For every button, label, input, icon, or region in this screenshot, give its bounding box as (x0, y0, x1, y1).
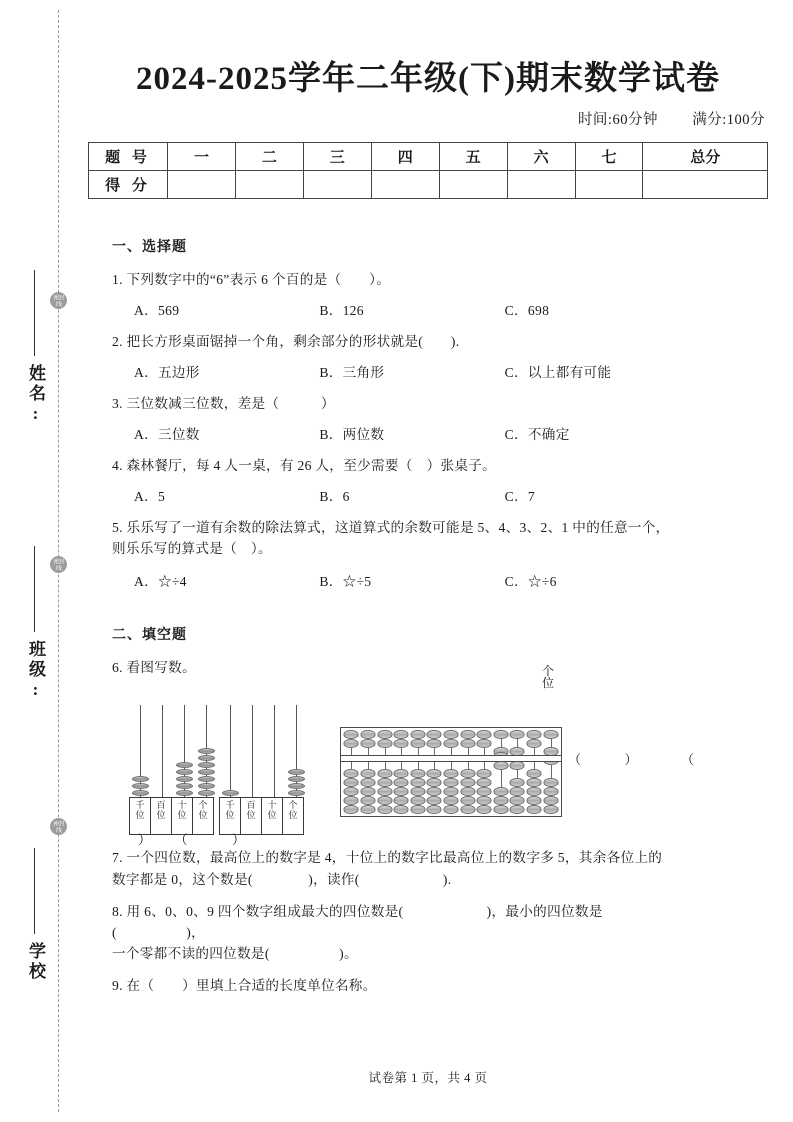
bead-icon (510, 778, 525, 787)
exam-total-score-label: 满分:100分 (692, 112, 765, 128)
bead-icon (288, 776, 305, 782)
bead-icon (344, 769, 359, 778)
rod-abacus-2-rod-ones (286, 705, 308, 797)
question-2-option-a[interactable]: A．五边形 (134, 365, 200, 381)
bead-icon (344, 796, 359, 805)
bead-icon (477, 730, 492, 739)
question-2 (112, 331, 690, 352)
score-cell-2[interactable] (235, 171, 303, 199)
question-2-options (112, 361, 690, 381)
question-6-blank-1[interactable] (138, 829, 189, 848)
place-label-ones: 个 位 (192, 797, 214, 835)
bead-icon (360, 787, 375, 796)
suanpan-lower-beads (543, 778, 558, 814)
question-3-option-c[interactable]: C．不确定 (504, 427, 570, 443)
question-5-options (112, 570, 690, 590)
bead-icon (493, 787, 508, 796)
question-9-number: 9. (112, 977, 123, 993)
bead-icon (443, 739, 458, 748)
suanpan-upper-beads (443, 730, 458, 748)
bead-icon (493, 796, 508, 805)
rod-abacus-1-rod-tens (174, 705, 196, 797)
exam-time-label: 时间:60分钟 (577, 112, 658, 128)
bead-icon (410, 787, 425, 796)
bead-icon (410, 769, 425, 778)
bead-icon (427, 730, 442, 739)
score-cell-1[interactable] (168, 171, 236, 199)
bead-icon (543, 796, 558, 805)
section-heading-choice: 一、选择题 (112, 240, 187, 255)
bead-icon (543, 778, 558, 787)
bead-icon (477, 805, 492, 814)
bead-icon (377, 769, 392, 778)
class-field-label: 班级: (26, 640, 45, 702)
bead-icon (477, 796, 492, 805)
bead-icon (527, 769, 542, 778)
bead-icon (394, 796, 409, 805)
school-field-label: 学校 (26, 942, 45, 982)
bead-icon (377, 787, 392, 796)
question-1 (112, 269, 690, 290)
bead-icon (460, 769, 475, 778)
bead-icon (198, 790, 215, 796)
bead-icon (510, 761, 525, 770)
rod-abacus-1-beads-ones (198, 748, 216, 797)
question-7-number: 7. (112, 850, 123, 866)
seal-stamp-text: 密封线 (53, 294, 64, 308)
question-4 (112, 455, 690, 476)
bead-icon (377, 730, 392, 739)
question-5-option-b[interactable]: B．☆÷5 (319, 574, 372, 590)
suanpan-rod-10 (492, 728, 509, 816)
suanpan-ones-place-label: 个 位 (541, 664, 554, 691)
bead-icon (198, 776, 215, 782)
section-heading-fill-blank: 二、填空题 (112, 628, 187, 644)
score-cell-3[interactable] (303, 171, 371, 199)
suanpan-lower-beads (344, 769, 359, 814)
question-1-option-a[interactable]: A．569 (134, 303, 180, 319)
bead-icon (344, 739, 359, 748)
score-table-col-5: 五 (439, 143, 507, 171)
suanpan-lower-beads (360, 769, 375, 814)
question-6-blank-2-open: （ (174, 832, 189, 848)
bead-icon (377, 739, 392, 748)
bead-icon (176, 783, 193, 789)
bead-icon (344, 778, 359, 787)
place-label-hundreds: 百 位 (150, 797, 172, 835)
bead-icon (460, 787, 475, 796)
bead-icon (527, 805, 542, 814)
bead-icon (132, 783, 149, 789)
bead-icon (176, 790, 193, 796)
bead-icon (360, 730, 375, 739)
suanpan-rod-12 (526, 728, 543, 816)
question-2-text: 把长方形桌面锯掉一个角，剩余部分的形状就是( ). (126, 334, 460, 350)
question-3-options (112, 423, 690, 443)
question-6 (112, 657, 690, 678)
bead-icon (443, 787, 458, 796)
suanpan-rod-2 (360, 728, 377, 816)
question-2-option-c[interactable]: C．以上都有可能 (504, 365, 612, 381)
score-table-row-label: 题 号 (89, 143, 168, 171)
question-7 (112, 847, 690, 889)
question-1-number: 1. (112, 272, 123, 287)
rod-abacus-1-rod-thousands (130, 705, 152, 797)
bead-icon (410, 739, 425, 748)
score-table-col-6: 六 (507, 143, 575, 171)
bead-icon (460, 796, 475, 805)
seal-stamp-text: 密封线 (53, 820, 64, 834)
suanpan-upper-beads (527, 730, 542, 748)
question-1-option-b[interactable]: B．126 (319, 303, 364, 319)
rod-abacus-2-beads-thousands (222, 790, 240, 797)
bead-icon (198, 755, 215, 761)
suanpan-upper-beads (477, 730, 492, 748)
bead-icon (443, 796, 458, 805)
question-4-option-b[interactable]: B．6 (319, 489, 350, 505)
score-table-col-4: 四 (371, 143, 439, 171)
bead-icon (410, 796, 425, 805)
bead-icon (527, 778, 542, 787)
bead-icon (198, 783, 215, 789)
suanpan-lower-beads (443, 769, 458, 814)
question-1-option-c[interactable]: C．698 (504, 303, 550, 319)
bead-icon (443, 778, 458, 787)
question-4-options (112, 485, 690, 505)
rod-stick-icon (274, 705, 275, 797)
place-label-tens: 十 位 (261, 797, 283, 835)
bead-icon (427, 787, 442, 796)
suanpan-upper-beads (377, 730, 392, 748)
bead-icon (377, 778, 392, 787)
rod-stick-icon (230, 705, 231, 797)
school-write-line (34, 848, 35, 934)
suanpan-rod-1 (343, 728, 360, 816)
bead-icon (394, 739, 409, 748)
bead-icon (198, 769, 215, 775)
bead-icon (410, 805, 425, 814)
suanpan-lower-beads (410, 769, 425, 814)
seal-stamp-icon (50, 292, 67, 309)
question-6-number: 6. (112, 660, 123, 676)
suanpan-rod-6 (426, 728, 443, 816)
question-5-text-line2: 则乐乐写的算式是（ ）。 (112, 541, 272, 557)
place-label-thousands: 千 位 (219, 797, 241, 835)
table-row-scores (89, 171, 768, 199)
suanpan-upper-beads (394, 730, 409, 748)
question-6-blank-3-close: ） (624, 752, 639, 768)
rod-abacus-1 (130, 705, 218, 835)
seal-stamp-icon (50, 556, 67, 573)
question-6-blank-2-text: ） (232, 832, 247, 848)
suanpan-lower-beads (460, 769, 475, 814)
bead-icon (377, 796, 392, 805)
suanpan-upper-beads (510, 730, 525, 756)
question-8-text[interactable]: 用 6、0、0、9 四个数字组成最大的四位数是( )，最小的四位数是( )， (112, 903, 603, 940)
bead-icon (493, 761, 508, 770)
suanpan-upper-beads (360, 730, 375, 748)
rod-abacus-2-rod-thousands (220, 705, 242, 797)
bead-icon (477, 769, 492, 778)
bead-icon (460, 730, 475, 739)
question-3-option-b[interactable]: B．两位数 (319, 427, 385, 443)
bead-icon (527, 787, 542, 796)
place-label-hundreds: 百 位 (240, 797, 262, 835)
question-6-blank-2[interactable] (232, 829, 246, 848)
bead-icon (288, 783, 305, 789)
bead-icon (176, 762, 193, 768)
bead-icon (288, 769, 305, 775)
bead-icon (394, 805, 409, 814)
exam-body (112, 236, 696, 1007)
question-4-option-c[interactable]: C．7 (504, 489, 536, 505)
bead-icon (510, 805, 525, 814)
bead-icon (460, 739, 475, 748)
suanpan-abacus (340, 727, 562, 817)
table-row-question-numbers (89, 143, 768, 171)
suanpan-lower-beads (510, 761, 525, 814)
bead-icon (198, 748, 215, 754)
rod-abacus-2-rod-hundreds (242, 705, 264, 797)
question-4-text: 森林餐厅，每 4 人一桌，有 26 人，至少需要（ ）张桌子。 (126, 458, 497, 474)
bead-icon (443, 805, 458, 814)
question-8-text-line2[interactable]: 一个零都不读的四位数是( )。 (112, 945, 358, 961)
rod-abacus-2-beads-ones (288, 769, 306, 797)
score-table-col-7: 七 (575, 143, 643, 171)
bead-icon (427, 796, 442, 805)
bead-icon (394, 730, 409, 739)
suanpan-lower-beads (394, 769, 409, 814)
suanpan-rod-3 (376, 728, 393, 816)
question-2-number: 2. (112, 334, 123, 350)
score-cell-4[interactable] (371, 171, 439, 199)
question-5 (112, 517, 690, 559)
sealing-margin (0, 0, 78, 1122)
question-5-number: 5. (112, 520, 123, 536)
bead-icon (543, 787, 558, 796)
seal-stamp-text: 密封线 (53, 558, 64, 572)
question-1-options (112, 299, 690, 319)
rod-abacus-1-rod-hundreds (152, 705, 174, 797)
suanpan-lower-beads (527, 769, 542, 814)
bead-icon (443, 769, 458, 778)
place-label-ones: 个 位 (282, 797, 304, 835)
question-5-option-c[interactable]: C．☆÷6 (504, 574, 557, 590)
bead-icon (132, 790, 149, 796)
name-field-label: 姓名: (26, 364, 45, 426)
bead-icon (510, 787, 525, 796)
question-6-blank-3[interactable] (568, 749, 695, 768)
bead-icon (132, 776, 149, 782)
score-table (88, 142, 768, 199)
bead-icon (543, 730, 558, 739)
place-label-thousands: 千 位 (129, 797, 151, 835)
suanpan-rod-8 (459, 728, 476, 816)
suanpan-rod-5 (409, 728, 426, 816)
question-3 (112, 393, 690, 414)
bead-icon (477, 787, 492, 796)
bead-icon (198, 762, 215, 768)
score-cell-6[interactable] (507, 171, 575, 199)
question-9-text[interactable]: 在（ ）里填上合适的长度单位名称。 (126, 977, 377, 993)
bead-icon (477, 778, 492, 787)
bead-icon (443, 730, 458, 739)
rod-abacus-2 (220, 705, 308, 835)
suanpan-rod-4 (393, 728, 410, 816)
rod-stick-icon (252, 705, 253, 797)
bead-icon (527, 739, 542, 748)
question-8 (112, 901, 690, 964)
score-table-col-2: 二 (235, 143, 303, 171)
suanpan-beam (341, 755, 561, 762)
question-6-text: 看图写数。 (126, 660, 196, 676)
suanpan-rod-9 (476, 728, 493, 816)
bead-icon (176, 776, 193, 782)
class-write-line (34, 546, 35, 632)
score-cell-7[interactable] (575, 171, 643, 199)
bead-icon (427, 778, 442, 787)
question-3-text: 三位数减三位数，差是（ ） (126, 396, 335, 412)
suanpan-lower-beads (377, 769, 392, 814)
bead-icon (527, 730, 542, 739)
bead-icon (344, 730, 359, 739)
score-table-col-1: 一 (168, 143, 236, 171)
bead-icon (360, 796, 375, 805)
score-table-col-3: 三 (303, 143, 371, 171)
suanpan-lower-beads (477, 769, 492, 814)
suanpan-rod-13 (542, 728, 559, 816)
suanpan-lower-beads (427, 769, 442, 814)
seal-stamp-icon (50, 818, 67, 835)
bead-icon (222, 790, 239, 796)
bead-icon (527, 796, 542, 805)
suanpan-rods (341, 728, 561, 816)
question-6-blank-1-text: ） (138, 832, 153, 848)
question-2-option-b[interactable]: B．三角形 (319, 365, 385, 381)
question-4-number: 4. (112, 458, 123, 474)
rod-abacus-1-rods (130, 705, 218, 797)
suanpan-upper-beads (410, 730, 425, 748)
score-table-col-total: 总分 (643, 143, 768, 171)
page-title: 2024-2025学年二年级(下)期末数学试卷 (136, 61, 720, 97)
suanpan-upper-beads (344, 730, 359, 748)
bead-icon (360, 739, 375, 748)
question-5-option-a[interactable]: A．☆÷4 (134, 574, 187, 590)
rod-stick-icon (162, 705, 163, 797)
question-6-blank-3-open: （ (568, 752, 583, 768)
question-4-option-a[interactable]: A．5 (134, 489, 166, 505)
bead-icon (460, 778, 475, 787)
rod-abacus-2-rods (220, 705, 308, 797)
bead-icon (288, 790, 305, 796)
bead-icon (360, 778, 375, 787)
bead-icon (543, 805, 558, 814)
question-6-blank-4-open: （ (681, 752, 696, 768)
name-write-line (34, 270, 35, 356)
bead-icon (360, 769, 375, 778)
suanpan-rod-7 (443, 728, 460, 816)
bead-icon (377, 805, 392, 814)
suanpan-upper-beads (460, 730, 475, 748)
rod-abacus-1-beads-tens (176, 762, 194, 797)
bead-icon (394, 778, 409, 787)
bead-icon (394, 769, 409, 778)
score-table-score-label: 得 分 (89, 171, 168, 199)
question-1-text: 下列数字中的“6”表示 6 个百的是（ ）。 (126, 272, 391, 287)
question-9 (112, 975, 690, 996)
bead-icon (460, 805, 475, 814)
bead-icon (344, 787, 359, 796)
bead-icon (493, 730, 508, 739)
bead-icon (427, 769, 442, 778)
exam-meta (578, 108, 765, 129)
bead-icon (410, 778, 425, 787)
bead-icon (510, 796, 525, 805)
score-cell-5[interactable] (439, 171, 507, 199)
page-footer: 试卷第 1 页，共 4 页 (368, 1071, 488, 1085)
bead-icon (427, 739, 442, 748)
bead-icon (493, 805, 508, 814)
question-8-number: 8. (112, 903, 123, 919)
question-3-option-a[interactable]: A．三位数 (134, 427, 200, 443)
bead-icon (477, 739, 492, 748)
rod-abacus-1-beads-thousands (132, 776, 150, 797)
bead-icon (510, 730, 525, 739)
bead-icon (394, 787, 409, 796)
bead-icon (360, 805, 375, 814)
rod-abacus-2-rod-tens (264, 705, 286, 797)
suanpan-rod-11 (509, 728, 526, 816)
question-7-text: 一个四位数，最高位上的数字是 4，十位上的数字比最高位上的数字多 5，其余各位上的 (126, 850, 663, 866)
rod-abacus-1-rod-ones (196, 705, 218, 797)
question-7-text-line2[interactable]: 数字都是 0，这个数是( )，读作( ). (112, 871, 452, 887)
suanpan-upper-beads (427, 730, 442, 748)
question-3-number: 3. (112, 396, 123, 412)
bead-icon (410, 730, 425, 739)
score-cell-total[interactable] (643, 171, 768, 199)
place-label-tens: 十 位 (171, 797, 193, 835)
bead-icon (344, 805, 359, 814)
bead-icon (427, 805, 442, 814)
question-5-text: 乐乐写了一道有余数的除法算式，这道算式的余数可能是 5、4、3、2、1 中的任意一个， (126, 520, 670, 536)
bead-icon (176, 769, 193, 775)
